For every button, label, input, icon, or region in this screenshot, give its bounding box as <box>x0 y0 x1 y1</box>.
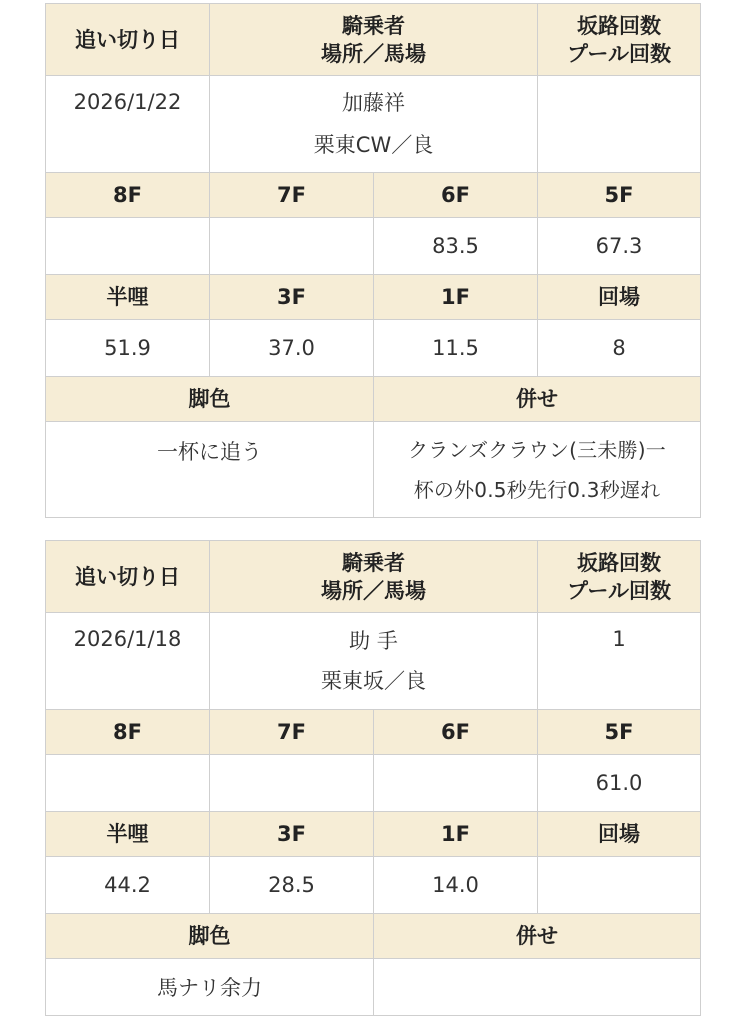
split-3f: 37.0 <box>210 320 374 377</box>
place-track: 栗東坂／良 <box>321 669 426 693</box>
workout-date: 2026/1/18 <box>46 613 210 710</box>
header-slope-count: 坂路回数 <box>577 550 661 575</box>
rider-place-cell <box>210 613 538 710</box>
rider-name: 助 手 <box>349 629 398 653</box>
header-pool-count: プール回数 <box>567 41 671 66</box>
split-5f: 61.0 <box>538 755 701 812</box>
header-6f: 6F <box>374 173 538 218</box>
split-6f: 83.5 <box>374 218 538 275</box>
turn-position: 8 <box>538 320 701 377</box>
split-7f <box>210 755 374 812</box>
split-5f: 67.3 <box>538 218 701 275</box>
header-date: 追い切り日 <box>46 4 210 76</box>
workout-table-1 <box>45 3 701 518</box>
turn-position <box>538 857 701 914</box>
place-track: 栗東CW／良 <box>313 133 434 157</box>
header-5f: 5F <box>538 710 701 755</box>
split-7f <box>210 218 374 275</box>
partner-cell <box>374 959 701 1016</box>
header-7f: 7F <box>210 710 374 755</box>
header-7f: 7F <box>210 173 374 218</box>
header-rider-place <box>210 4 538 76</box>
partner-line-1: クランズクラウン(三未勝)一 <box>408 437 666 462</box>
split-half-mile: 51.9 <box>46 320 210 377</box>
split-1f: 11.5 <box>374 320 538 377</box>
split-8f <box>46 218 210 275</box>
split-half-mile: 44.2 <box>46 857 210 914</box>
form-cell: 一杯に追う <box>46 422 374 518</box>
header-3f: 3F <box>210 275 374 320</box>
partner-line-2: 杯の外0.5秒先行0.3秒遅れ <box>413 477 661 502</box>
header-rider: 騎乗者 <box>342 550 405 575</box>
header-turn-position: 回場 <box>538 275 701 320</box>
header-form: 脚色 <box>46 914 374 959</box>
header-8f: 8F <box>46 710 210 755</box>
header-place: 場所／馬場 <box>321 41 426 66</box>
slope-pool-count <box>538 76 701 173</box>
header-rider-place <box>210 541 538 613</box>
workout-table-2 <box>45 540 701 1016</box>
partner-cell <box>374 422 701 518</box>
workout-date: 2026/1/22 <box>46 76 210 173</box>
split-6f <box>374 755 538 812</box>
header-place: 場所／馬場 <box>321 578 426 603</box>
header-3f: 3F <box>210 812 374 857</box>
header-6f: 6F <box>374 710 538 755</box>
header-partner: 併せ <box>374 914 701 959</box>
header-half-mile: 半哩 <box>46 812 210 857</box>
rider-name: 加藤祥 <box>342 91 405 115</box>
header-counts <box>538 541 701 613</box>
header-8f: 8F <box>46 173 210 218</box>
header-slope-count: 坂路回数 <box>577 13 661 38</box>
header-turn-position: 回場 <box>538 812 701 857</box>
split-3f: 28.5 <box>210 857 374 914</box>
header-half-mile: 半哩 <box>46 275 210 320</box>
slope-pool-count: 1 <box>538 613 701 710</box>
rider-place-cell <box>210 76 538 173</box>
form-cell: 馬ナリ余力 <box>46 959 374 1016</box>
header-pool-count: プール回数 <box>567 578 671 603</box>
split-1f: 14.0 <box>374 857 538 914</box>
header-5f: 5F <box>538 173 701 218</box>
header-date: 追い切り日 <box>46 541 210 613</box>
split-8f <box>46 755 210 812</box>
header-1f: 1F <box>374 812 538 857</box>
header-form: 脚色 <box>46 377 374 422</box>
header-rider: 騎乗者 <box>342 13 405 38</box>
header-1f: 1F <box>374 275 538 320</box>
header-counts <box>538 4 701 76</box>
header-partner: 併せ <box>374 377 701 422</box>
